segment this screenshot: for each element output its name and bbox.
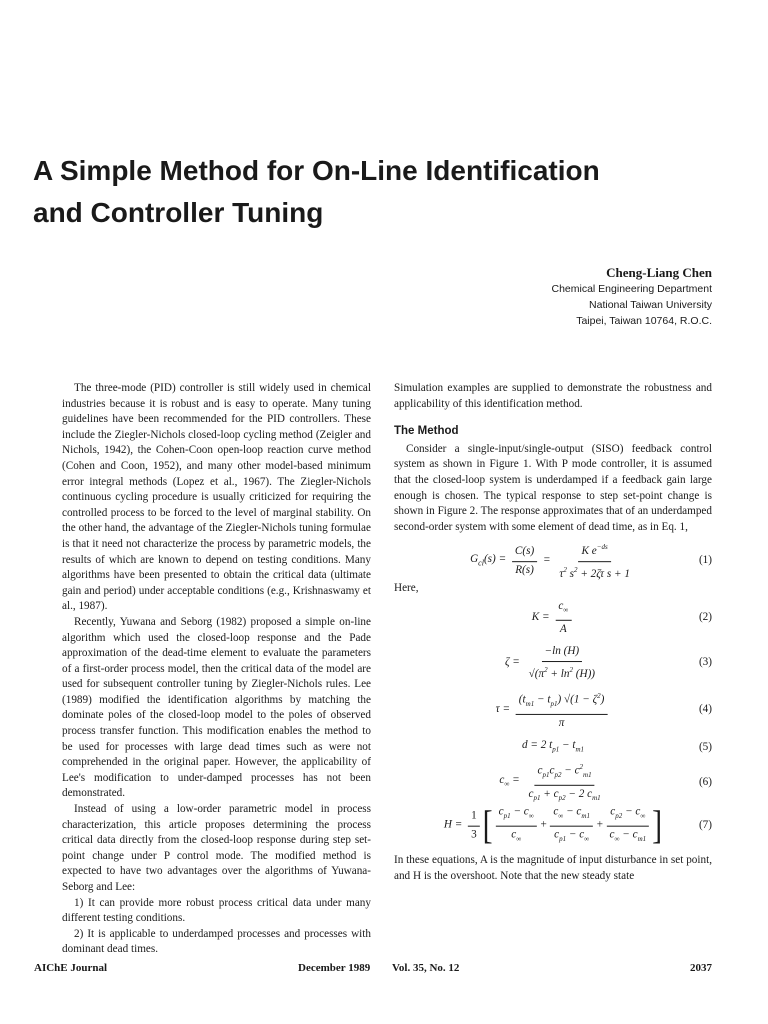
left-column (62, 381, 371, 958)
here-label: Here, (394, 582, 419, 595)
paragraph-method: Consider a single-input/single-output (SISO) feedback control system as shown in Figure 1. With P mode controller, it is assumed that the closed-loop system is underdamped if a feedback gain large enough is chosen. The typical response to step set-point change is shown in Figure 2. The response approximates that of an underdamped second-order system with some element of dead time, as in Eq. 1, (394, 442, 712, 533)
right-column (394, 381, 712, 884)
equation-7: H = $\frac{1}{3}$ [ $\frac{c_{p1} - c_\infty}{c_\infty}$ + $\frac{c_\infty - c_{m1}}{c_{p1} - c_\infty}$ + $\frac{c_{p2} - c_\infty}{c_\infty - c_{m1}}$ ] (7) (443, 802, 712, 848)
paragraph-instead: Instead of using a low-order parametric model in process characterization, this article proposes determining the process critical data directly from the closed-loop response during step set-point change under P control mode. The modified method is expected to have two advantages over the algorithms of Yuwana-Seborg and Lee: (62, 803, 371, 893)
advantage-2: 2) It is applicable to underdamped processes and processes with dominant dead times. (62, 927, 371, 956)
equation-number-4: (4) (698, 703, 712, 716)
equation-number-7: (7) (698, 819, 712, 832)
equation-number-5: (5) (698, 741, 712, 754)
equation-6: $c_\infty$ = $\frac{c_{p1}c_{p2} - c^2_{m1}}{c_{p1} + c_{p2} - 2 c_{m1}}$ (6) (394, 763, 712, 803)
equation-number-3: (3) (698, 656, 712, 669)
article-title (33, 150, 733, 234)
paragraph-simulation: Simulation examples are supplied to demonstrate the robustness and applicability of this identification method. (394, 382, 712, 410)
equation-5: d = 2 $t_{p1} - t_{m1}$ (5) (394, 733, 712, 763)
footer-volume: Vol. 35, No. 12 (392, 962, 460, 974)
author-name: Cheng-Liang Chen (606, 265, 712, 280)
footer-date: December 1989 (298, 962, 371, 974)
equation-number-1: (1) (698, 554, 712, 567)
author-address: Taipei, Taiwan 10764, R.O.C. (576, 315, 712, 327)
equation-number-6: (6) (698, 776, 712, 789)
equation-1: $G_{cl}(s)$ = $\frac{C(s)}{R(s)}$ = $\frac{K e^{-ds}}{\tau^2 s^2 + 2\zeta\tau s + 1}$ (1) (394, 541, 712, 581)
footer-page-number: 2037 (690, 962, 712, 974)
equation-3: ζ = $\frac{-\ln (H)}{√(\pi^2 + \ln^2 (H))}$ (3) (504, 644, 712, 680)
equation-number-2: (2) (698, 611, 712, 624)
equation-2: K = $\frac{c_\infty}{A}$ (2) (531, 599, 712, 635)
paragraph-recently: Recently, Yuwana and Seborg (1982) proposed a simple on-line algorithm which used the closed-loop response and the Pade approximation of the dead-time element to evaluate the parameters of a first-order process model, then the critical data of the model are used for subsequent controller tuning by Ziegler-Nichols rules. Lee (1989) modified the identification algorithms by matching the dominate poles of the closed-loop model to the poles of observed process transfer function. This modification enables the method to be used for processes with large dead times such as were not comprehended in the original paper. However, the applicability of Lee's modification to under-damped processes has not been demonstrated. (62, 615, 371, 800)
footer-journal: AIChE Journal (34, 962, 108, 974)
section-heading-method: The Method (394, 425, 459, 438)
paragraph-closing: In these equations, A is the magnitude of input disturbance in set point, and H is the overshoot. Note that the new steady state (394, 853, 712, 882)
author-block (552, 264, 713, 329)
paragraph-intro: The three-mode (PID) controller is still widely used in chemical industries because it is robust and is easy to operate. Many tuning guidelines have been recommended for the PID controllers. These include the Ziegler-Nichols closed-loop cycling method (Zeigler and Nichols, 1942), the Cohen-Coon open-loop reaction curve method (Cohen and Coon, 1952), and many other model-based minimum error integral methods (Lopez et al., 1967). The Ziegler-Nichols continuous cycling procedure is usually criticized for requiring the controlled process to be forced to the level of marginal stability. On the other hand, the advantage of the Ziegler-Nichols tuning formulae is that it need not characterize the process by parametric models, the results of which are known to depend on testing conditions. Many algorithms have been presented to obtain the critical data (ultimate gain and period) under acceptable conditions (e.g., Krishnaswamy et al., 1987). (62, 382, 371, 613)
equation-4: τ = $\frac{(t_{m1} - t_{p1}) √(1 - \zeta^2)}{\pi}$ (4) (394, 687, 712, 733)
title-line-2: and Controller Tuning (33, 197, 324, 228)
author-department: Chemical Engineering Department (551, 283, 712, 295)
title-line-1: A Simple Method for On-Line Identification (33, 155, 600, 186)
author-university: National Taiwan University (589, 299, 712, 311)
advantage-1: 1) It can provide more robust process critical data under many different testing conditions. (62, 896, 371, 925)
